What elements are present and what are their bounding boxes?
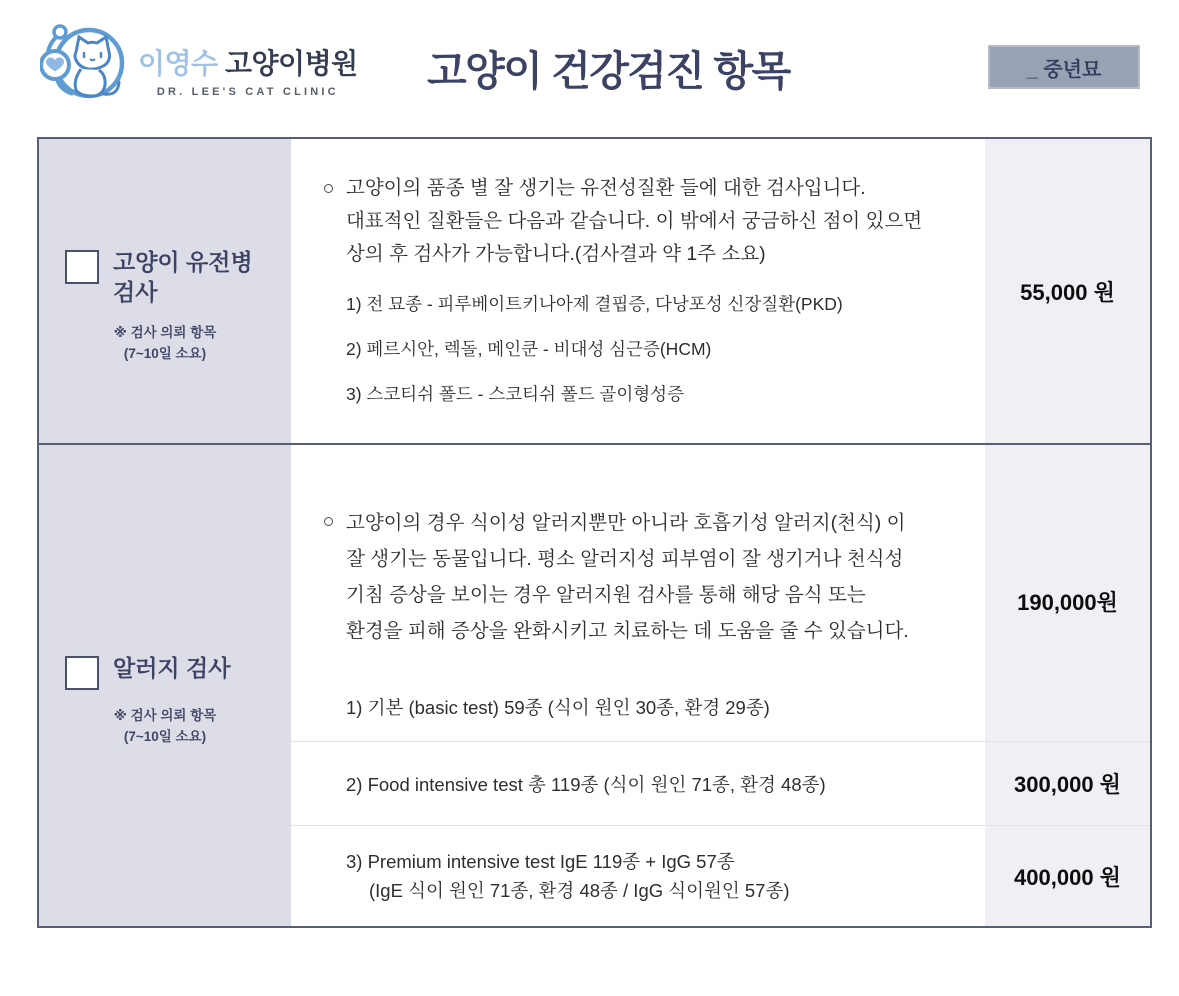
allergy-test-note: ※ 검사 의뢰 항목 (7~10일 소요) [113,707,217,744]
allergy-description-cell [291,445,985,741]
list-item: 2) 페르시안, 렉돌, 메인쿤 - 비대성 심근증(HCM) [346,339,712,359]
clinic-subtitle: DR. LEE'S CAT CLINIC [156,86,339,98]
genetic-test-checkbox[interactable] [65,250,99,284]
list-item: 3) Premium intensive test IgE 119종 + IgG 57종 [346,851,735,872]
clinic-logo [40,22,358,104]
allergy-test-checkbox[interactable] [65,656,99,690]
allergy-premium-intensive-price: 400,000 원 [985,826,1150,926]
allergy-basic-price: 190,000원 [985,445,1150,741]
allergy-premium-intensive-cell [291,826,985,926]
genetic-test-description-cell [291,139,985,443]
cat-age-category-badge: _ 중년묘 [988,45,1140,89]
bullet-circle-icon [324,184,333,193]
table-row-allergy-test [39,443,1150,926]
genetic-test-description: 고양이의 품종 별 잘 생기는 유전성질환 들에 대한 검사입니다. 대표적인 질환들은 다음과 같습니다. 이 밖에서 궁금하신 점이 있으면 상의 후 검사가 가능합니다.(검사결과 약 1주 소요) [346,177,923,265]
allergy-test-name: 알러지 검사 [113,654,231,681]
genetic-test-item-list [346,291,985,407]
allergy-test-detail-rows [291,445,1150,926]
clinic-name [138,22,358,98]
clinic-name-secondary: 고양이병원 [224,48,358,79]
genetic-test-label-cell [39,139,291,443]
list-item: 1) 전 묘종 - 피루베이트키나아제 결핍증, 다낭포성 신장질환(PKD) [346,294,843,314]
list-item: (IgE 식이 원인 71종, 환경 48종 / IgG 식이원인 57종) [369,880,790,901]
cat-stethoscope-logo-icon [40,22,130,104]
bullet-circle-icon [324,517,333,526]
allergy-sub-row-basic [291,445,1150,742]
allergy-food-intensive-price: 300,000 원 [985,742,1150,825]
list-item: 1) 기본 (basic test) 59종 (식이 원인 30종, 환경 29종) [346,697,770,718]
genetic-test-note: ※ 검사 의뢰 항목 (7~10일 소요) [113,324,217,361]
checkup-items-table [37,137,1152,928]
allergy-test-description: 고양이의 경우 식이성 알러지뿐만 아니라 호흡기성 알러지(천식) 이 잘 생기는 동물입니다. 평소 알러지성 피부염이 잘 생기거나 천식성 기침 증상을 보이는 경우 알러지원 검사를 통해 해당 음식 또는 환경을 피해 증상을 완화시키고 치료하는 데 도움을 줄 수 있습니다. [346,512,909,642]
list-item: 3) 스코티쉬 폴드 - 스코티쉬 폴드 골이형성증 [346,384,684,404]
page-title: 고양이 건강검진 항목 [427,48,790,94]
allergy-sub-row-food-intensive [291,742,1150,826]
allergy-test-label-cell [39,445,291,926]
table-row-genetic-test [39,139,1150,443]
clinic-name-primary: 이영수 [138,48,218,79]
genetic-test-name: 고양이 유전병 검사 [113,248,253,305]
genetic-test-price: 55,000 원 [985,139,1150,443]
allergy-sub-row-premium-intensive [291,826,1150,926]
list-item: 2) Food intensive test 총 119종 (식이 원인 71종, 환경 48종) [346,773,826,795]
allergy-food-intensive-cell [291,742,985,825]
